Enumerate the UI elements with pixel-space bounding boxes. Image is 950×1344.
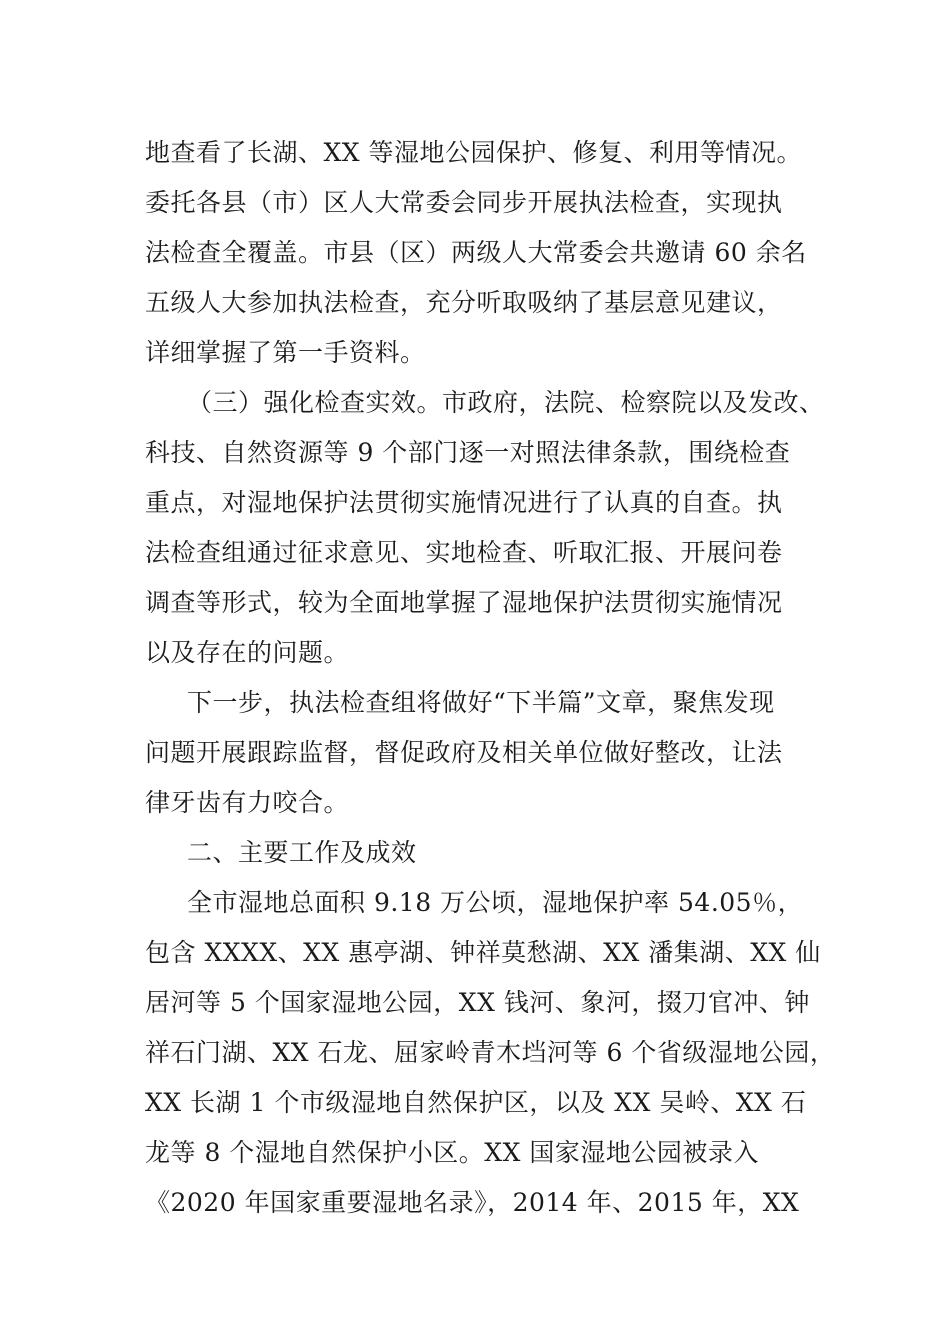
paragraph-4-line-7: 《2020 年国家重要湿地名录》，2014 年、2015 年，XX <box>145 1188 800 1217</box>
paragraph-1-line-4: 五级人大参加执法检查，充分听取吸纳了基层意见建议， <box>145 288 783 317</box>
paragraph-3-line-2: 问题开展跟踪监督，督促政府及相关单位做好整改，让法 <box>145 738 783 767</box>
paragraph-4-line-6: 龙等 8 个湿地自然保护小区。XX 国家湿地公园被录入 <box>145 1138 759 1167</box>
paragraph-1-line-3: 法检查全覆盖。市县（区）两级人大常委会共邀请 60 余名 <box>145 238 807 267</box>
paragraph-3-line-1: 下一步，执法检查组将做好“下半篇”文章，聚焦发现 <box>187 688 775 717</box>
paragraph-2-line-3: 重点，对湿地保护法贯彻实施情况进行了认真的自查。执 <box>145 488 783 517</box>
paragraph-2-line-5: 调查等形式，较为全面地掌握了湿地保护法贯彻实施情况 <box>145 588 783 617</box>
paragraph-2-line-2: 科技、自然资源等 9 个部门逐一对照法律条款，围绕检查 <box>145 438 791 467</box>
paragraph-4-line-1: 全市湿地总面积 9.18 万公顷，湿地保护率 54.05％， <box>187 888 804 917</box>
paragraph-2-line-4: 法检查组通过征求意见、实地检查、听取汇报、开展问卷 <box>145 538 783 567</box>
paragraph-4-line-5: XX 长湖 1 个市级湿地自然保护区，以及 XX 吴岭、XX 石 <box>145 1088 807 1117</box>
paragraph-4-line-3: 居河等 5 个国家湿地公园，XX 钱河、象河，掇刀官冲、钟 <box>145 988 810 1017</box>
paragraph-3-line-3: 律牙齿有力咬合。 <box>145 788 350 817</box>
paragraph-2-line-6: 以及存在的问题。 <box>145 638 350 667</box>
section-heading: 二、主要工作及成效 <box>187 838 417 867</box>
paragraph-1-line-2: 委托各县（市）区人大常委会同步开展执法检查，实现执 <box>145 188 783 217</box>
paragraph-2-line-1: （三）强化检查实效。市政府，法院、检察院以及发改、 <box>187 388 825 417</box>
paragraph-1-line-5: 详细掌握了第一手资料。 <box>145 338 426 367</box>
paragraph-4-line-2: 包含 XXXX、XX 惠亭湖、钟祥莫愁湖、XX 潘集湖、XX 仙 <box>145 938 821 967</box>
paragraph-1-line-1: 地查看了长湖、XX 等湿地公园保护、修复、利用等情况。 <box>145 138 803 167</box>
paragraph-4-line-4: 祥石门湖、XX 石龙、屈家岭青木垱河等 6 个省级湿地公园， <box>145 1038 836 1067</box>
